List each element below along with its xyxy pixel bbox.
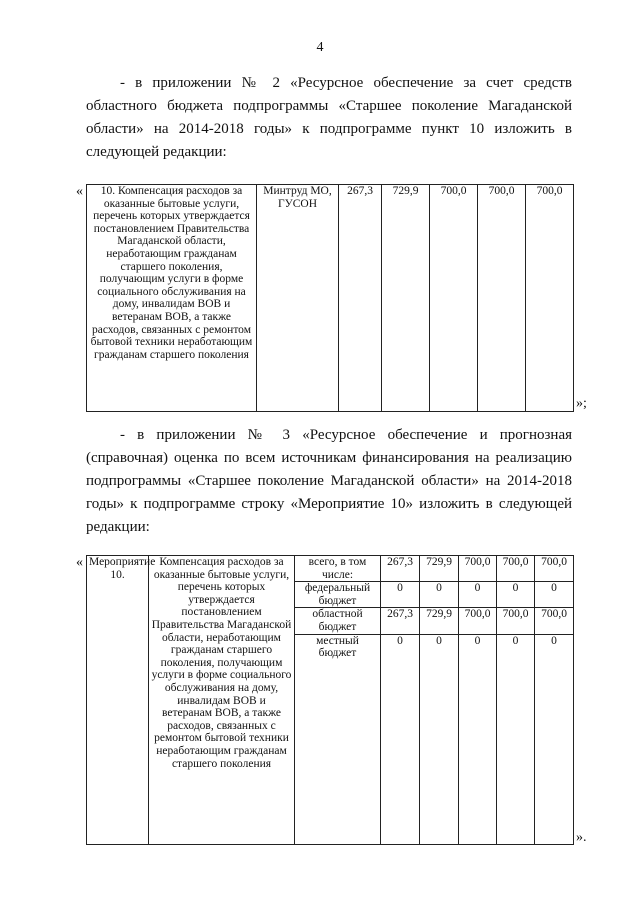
table-row xyxy=(87,556,574,582)
source-cell: местный бюджет xyxy=(295,634,381,844)
value-cell: 0 xyxy=(459,582,497,608)
value-cell: 0 xyxy=(535,634,574,844)
measure-description: Компенсация расходов за оказанные бытовые услуги, перечень которых утверждается постановлением Правительства Магаданской области, неработающим гражданам старшего поколения, получающим услуги в форме социального обслуживания на дому, инвалидам ВОВ и ветеранам ВОВ, а также расходов, связанных с ремонтом бытовой техники неработающим гражданам старшего поколения xyxy=(149,556,295,845)
value-cell: 700,0 xyxy=(430,185,478,412)
value-cell: 0 xyxy=(497,582,535,608)
source-cell: федеральный бюджет xyxy=(295,582,381,608)
value-cell: 700,0 xyxy=(459,556,497,582)
paragraph-text: - в приложении № 2 «Ресурсное обеспечение за счет средств областного бюджета подпрограммы «Старшее поколение Магаданской области» на 2014-2018 годы» к подпрограмме пункт 10 изложить в следующей редакции: xyxy=(86,75,572,160)
value-cell: 267,3 xyxy=(339,185,382,412)
value-cell: 0 xyxy=(497,634,535,844)
value-cell: 700,0 xyxy=(459,608,497,634)
page-number: 4 xyxy=(316,40,324,55)
close-quote: ». xyxy=(576,830,587,845)
value-cell: 267,3 xyxy=(381,556,420,582)
value-cell: 700,0 xyxy=(535,608,574,634)
value-cell: 0 xyxy=(535,582,574,608)
value-cell: 700,0 xyxy=(497,608,535,634)
value-cell: 0 xyxy=(459,634,497,844)
item-description: 10. Компенсация расходов за оказанные бытовые услуги, перечень которых утверждается постановлением Правительства Магаданской области, неработающим гражданам старшего поколения, получающим услуги в форме социального обслуживания на дому, инвалидам ВОВ и ветеранам ВОВ, а также расходов, связанных с ремонтом бытовой техники неработающим гражданам старшего поколения xyxy=(87,185,257,412)
value-cell: 729,9 xyxy=(420,556,459,582)
value-cell: 0 xyxy=(420,634,459,844)
paragraph-appendix-2 xyxy=(86,72,572,164)
value-cell: 729,9 xyxy=(382,185,430,412)
value-cell: 0 xyxy=(420,582,459,608)
value-cell: 267,3 xyxy=(381,608,420,634)
open-quote: « xyxy=(76,184,83,199)
value-cell: 700,0 xyxy=(478,185,526,412)
table-appendix-3 xyxy=(86,555,574,845)
paragraph-appendix-3 xyxy=(86,424,572,539)
value-cell: 0 xyxy=(381,634,420,844)
value-cell: 0 xyxy=(381,582,420,608)
value-cell: 700,0 xyxy=(497,556,535,582)
source-cell: областной бюджет xyxy=(295,608,381,634)
value-cell: 700,0 xyxy=(535,556,574,582)
value-cell: 700,0 xyxy=(526,185,574,412)
open-quote: « xyxy=(76,555,83,570)
measure-label: Мероприятие 10. xyxy=(87,556,149,845)
table-row xyxy=(87,185,574,412)
paragraph-text: - в приложении № 3 «Ресурсное обеспечение и прогнозная (справочная) оценка по всем источникам финансирования на реализацию подпрограммы «Старшее поколение Магаданской области» на 2014-2018 годы» к подпрограмме строку «Мероприятие 10» изложить в следующей редакции: xyxy=(86,427,572,535)
value-cell: 729,9 xyxy=(420,608,459,634)
table-appendix-2 xyxy=(86,184,574,412)
source-cell: всего, в том числе: xyxy=(295,556,381,582)
close-quote: »; xyxy=(576,396,587,411)
executor: Минтруд МО, ГУСОН xyxy=(257,185,339,412)
